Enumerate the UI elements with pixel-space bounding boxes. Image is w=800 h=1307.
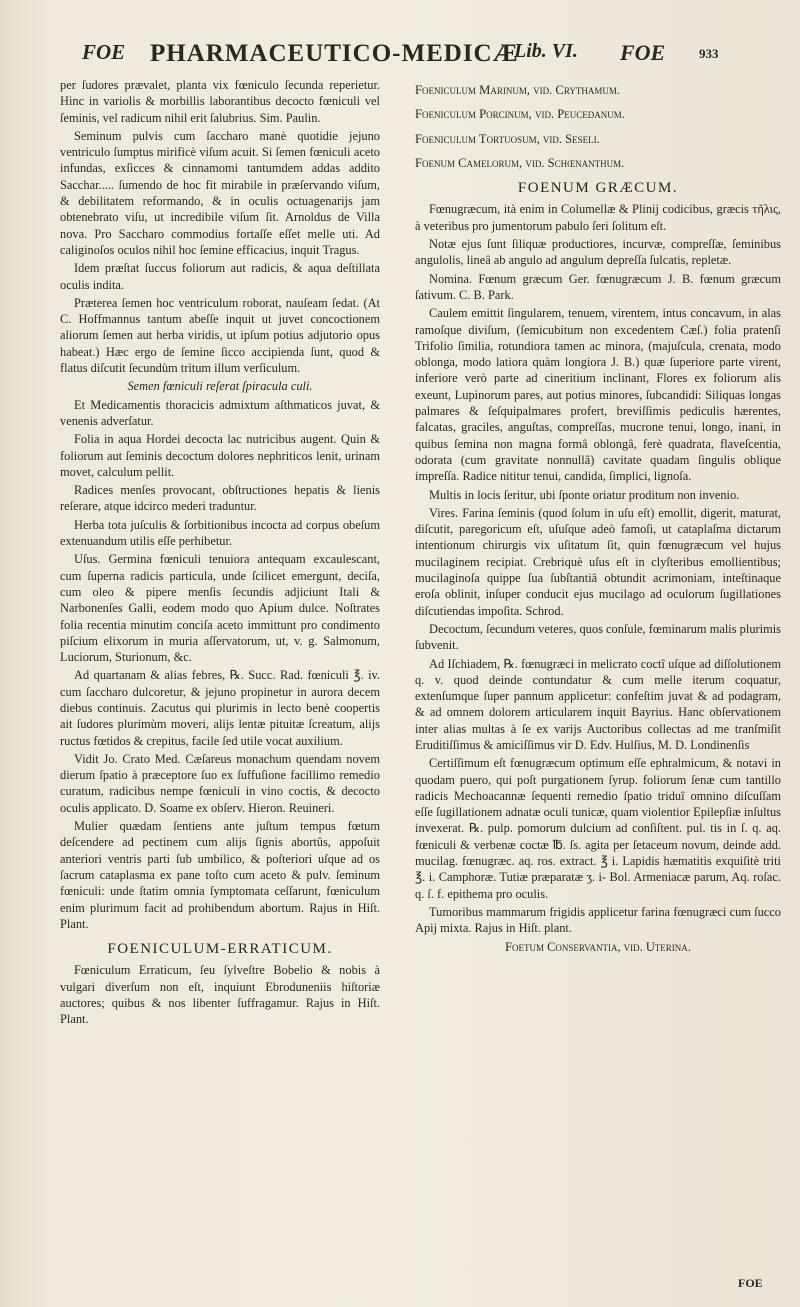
header-right-word: FOE (620, 40, 666, 65)
paragraph: Præterea ſemen hoc ventriculum roborat, nauſeam ſedat. (At C. Hoffmannus tantum abeſſe inquit ut juvet concoctionem aliorum ſemen aut herba viridis, ut ipſum potius adjutorio opus habeat.) Hæc ergo de ſemine ſicco accipienda ſunt, quod & flatus diſcutit ſecundùm tritum illum verſiculum. (60, 295, 380, 376)
cross-reference: Foeniculum Marinum, vid. Crythamum. (415, 83, 620, 97)
section-heading: FOENUM GRÆCUM. (517, 180, 679, 197)
paragraph: Folia in aqua Hordei decocta lac nutricibus augent. Quin & foliorum aut ſeminis decoctum dolores nephriticos lenit, urinam movet, calculum pellit. (60, 432, 380, 479)
paragraph: Certiſſimum eſt fœnugræcum optimum eſſe ephralmicum, & notavi in quodam puero, qui poſt purgationem ſyrup. foliorum ſenæ cum tantillo radicis Mechoacannæ ſequenti remedio ſpatio triduî omnino diſcuſſam eſſe ſugillationem adnatæ oculi tunicæ, quam violentior Epilepſiæ inſultus invexerat. ℞. pulp. pomorum dulcium ad conſiſtent. pul. tis in ſ. q. aq. fœniculi & verbenæ coctæ ℔. ſs. agita per ſetaceum novum, deinde add. mucilag. fœnugræc. aq. ros. extract. ℥ i. Lapidis hæmatitis exquiſitè triti ℥. i. Camphoræ. Tutiæ præparatæ ʒ. i- Bol. Armeniacæ parum, Aq. roſac. q. ſ. f. epithema pro oculis. (415, 756, 781, 901)
cross-reference: Foeniculum Tortuosum, vid. Seſeli. (415, 131, 600, 146)
section-heading: FOENICULUM-ERRATICUM. (107, 941, 333, 958)
paragraph: Fœnugræcum, ità enim in Columellæ & Plinij codicibus, græcis τῆλις, à veteribus pro jumentorum pabulo ſeri ſolitum eſt. (415, 202, 781, 233)
running-header (82, 40, 722, 74)
paragraph: Vires. Farina ſeminis (quod ſolum in uſu eſt) emollit, digerit, maturat, diſcutit, paregoricum eſt, uſuſque adeò famoſi, ut cataplaſma dictarum intentionum chirurgis vix uſitatum ſit, quin fœnugræcum vel hujus mucilaginem recipiat. Crebriquè uſus eſt in clyſteribus emollientibus; mucilaginoſa quippe ſua ſubſtantiâ obtundit acrimoniam, inteſtinaque eroſa oblinit, inſuper conducit ejus mucilago ad oculorum ſugillationes diſcutiendas impoſita. Schrod. (415, 505, 781, 618)
paragraph: Idem præſtat ſuccus foliorum aut radicis, & aqua deſtillata oculis indita. (60, 261, 380, 292)
paragraph: Herba tota juſculis & ſorbitionibus incocta ad corpus obeſum extenuandum utilis eſſe perhibetur. (60, 517, 380, 549)
paragraph: Ad Iſchiadem, ℞. fœnugræci in melicrato coctî uſque ad diſſolutionem q. v. quod deinde contundatur & cum melle iterum coquatur, extenſumque ſuper pannum applicetur: confeſtim juvat & ad podagram, & ad omnem dolorem articularem inquit Bayrius. Hanc obſervationem inter alias multas à ſe ex varijs Auctoribus collectas ad me tranſmiſit Eruditiſſimus & amiciſſimus vir D. Edv. Hulſius, M. D. Londinenſis (415, 656, 781, 752)
header-book: Lib. VI. (514, 40, 578, 62)
paragraph: Et Medicamentis thoracicis admixtum aſthmaticos juvat, & venenis adverſatur. (60, 397, 380, 428)
verse-line: Semen fœniculi reſerat ſpiracula culi. (127, 379, 313, 394)
cross-reference: Foenum Camelorum, vid. Schœnanthum. (415, 155, 625, 170)
paragraph: Seminum pulvis cum ſaccharo manè quotidie jejuno ventriculo ſumptus mirificè viſum acuit. Si ſemen fœniculi aceto infundas, exſicces & cinnamomi tantumdem addas addito Sacchar..... ſumendo de hoc fit mirabile in præſervando viſum, & debilitatem reformando, & in oculis octuagenarijs jam obtenebrato viſu, ut incredibile viſum ſit. Arnoldus de Villa nova. Pro Saccharo commodius fortaſſe eſſet melle uti. Ad caliginoſos oculos nihil hoc ſemine efficacius, inquit Tragus. (60, 128, 380, 257)
paragraph: Ad quartanam & alias febres, ℞. Succ. Rad. fœniculi ℥. iv. cum ſaccharo dulcoretur, & jejuno propinetur in aurora decem diebus continuis. Zacutus qui plurimis in lecto benè coopertis ait ſudores plurimùm moveri, alijs lentæ pituitæ ſcreatum, alijs ructus fœtidos & crepitus, facile ſed utile vocat auxilium. (60, 668, 380, 748)
page-number: 933 (699, 46, 719, 61)
header-left-word: FOE (82, 40, 126, 64)
paragraph: Radices menſes provocant, obſtructiones hepatis & lienis reſerare, atque idcirco mederi traduntur. (60, 483, 380, 514)
footer-cross-reference: Foetum Conservantia, vid. Uterina. (505, 939, 691, 954)
paragraph: per ſudores prævalet, planta vix fœniculo ſecunda reperietur. Hinc in variolis & morbillis laborantibus decocto fœniculi vel ſeminis, vel radicum nihil erit ſalubrius. Sim. Paulin. (60, 78, 380, 125)
paragraph: Mulier quædam ſentiens ante juſtum tempus fœtum deſcendere ad pectinem cum alijs ſignis abortûs, appoſuit anteriori ventris parti ſub umbilico, & poſteriori uſque ad os ſacrum cataplasma ex pane toſto cum aceto & pulv. ſeminum fœniculi: unde ſtatim omnia ſymptomata ceſſarunt, fœniculum enim plurimum facit ad prohibendum abortum. Rajus in Hiſt. Plant. (60, 819, 380, 931)
paragraph: Fœniculum Erraticum, ſeu ſylveſtre Bobelio & nobis à vulgari diverſum non eſt, inquiunt Ebroduneniis hiſtoriæ auctores; quibus & nos libenter ſuffragamur. Rajus in Hiſt. Plant. (60, 963, 380, 1027)
paragraph: Multis in locis ſeritur, ubi ſponte oriatur proditum non invenio. (429, 487, 740, 502)
cross-reference: Foeniculum Porcinum, vid. Peucedanum. (415, 107, 625, 122)
header-title: PHARMACEUTICO-MEDICÆ (150, 40, 519, 67)
right-column (415, 82, 781, 957)
paragraph: Decoctum, ſecundum veteres, quos conſule, fœminarum malis plurimis ſubvenit. (415, 621, 781, 653)
left-column (60, 77, 380, 1030)
paragraph: Uſus. Germina fœniculi tenuiora antequam excaulescant, cum ſuperna radicis particula, unde ſcilicet emergunt, deciſa, cum oleo & pipere menſis ſecundis adjiciunt Itali & Narbonenſes Galli, eodem modo quo Apium dulce. Noſtrates folia recentia minutim conciſa aceto immittunt pro condimento piſcium elixorum in muria aſſervatorum, ut, v. g. Salmonum, Luciorum, Sturionum, &c. (60, 552, 380, 665)
paragraph: Tumoribus mammarum frigidis applicetur farina fœnugræci cum ſucco Apij mixta. Rajus in Hiſt. plant. (415, 904, 781, 936)
paragraph: Nomina. Fœnum græcum Ger. fœnugræcum J. B. fœnum græcum ſativum. C. B. Park. (415, 271, 781, 302)
paragraph: Vidit Jo. Crato Med. Cæſareus monachum quendam novem dierum ſpatio à præceptore ſuo ex ſuffuſione facillimo remedio curatum, radicibus nempe fœniculi in vino coctis, & decocto oculis applicato. D. Soame ex obſerv. Hieron. Reuineri. (60, 751, 380, 815)
paragraph: Notæ ejus ſunt ſiliquæ productiores, incurvæ, compreſſæ, ſeminibus angulolis, lineâ ab angulo ad angulum depreſſa ſulcatis, repletæ. (415, 237, 781, 268)
catchword: FOE (738, 1276, 763, 1290)
paragraph: Caulem emittit ſingularem, tenuem, virentem, intus concavum, in alas ramoſque diviſum, (ſemicubitum non excedentem Cæſ.) folia pratenſi Trifolio ſimilia, rotundiora tamen ac minora, (majuſcula, crenata, modo oblonga, modo latiora quàm longiora J. B.) quæ ſuperiore parte virent, inferiore verò parte ad cineritium inclinant, Flores ex foliorum alis exeunt, Lupinorum pares, aut potius minores, ſubcandidi: Siliquas longas palmares & ſeſquipalmares profert, breviſſimis pediculis hærentes, falcatas, graciles, anguſtas, compreſſas, mucrone tenui, longo, inani, in quibus ſemina non magna formâ oblongâ, ferè quadrata, flaveſcentia, odorata (cum gravitate nonnullâ) cavitate quadam ſingulis oblique impreſſa. Radice nititur tenui, candida, ſimplici, lignoſa. (415, 306, 781, 484)
